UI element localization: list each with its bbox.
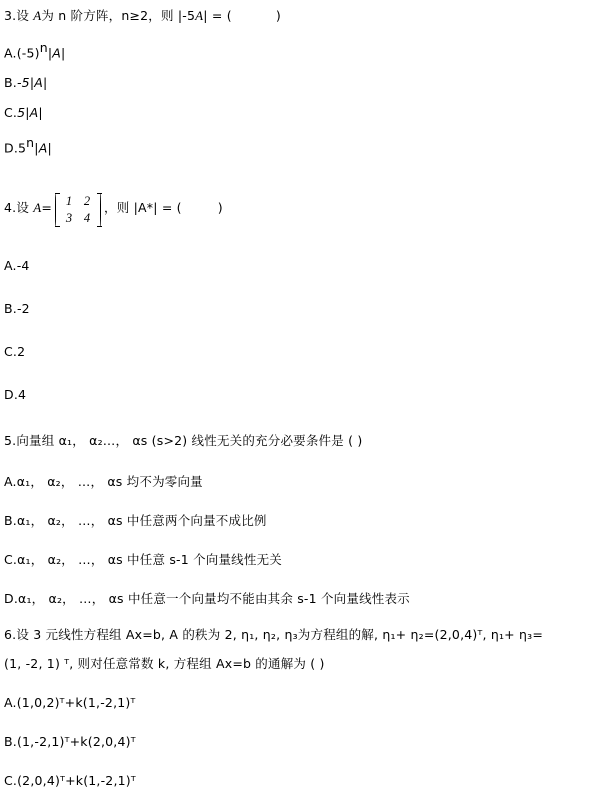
q3-opt-a-tail: |A| <box>47 45 66 61</box>
q3-opt-d-label: D. <box>4 140 18 156</box>
q5-opt-b-text: α₁， α₂， …， αs 中任意两个向量不成比例 <box>16 512 267 528</box>
question-4-option-d[interactable] <box>4 374 606 405</box>
q4-stem-post: ，则 |A*| = ( <box>104 199 182 215</box>
q5-stem-number: 5. <box>4 432 17 448</box>
q3-opt-a-label: A. <box>4 45 17 61</box>
question-6-option-b[interactable] <box>4 722 606 752</box>
question-4 <box>0 181 606 405</box>
question-6-stem-line-1 <box>4 619 606 647</box>
q5-opt-c-text: α₁， α₂， …， αs 中任意 s-1 个向量线性无关 <box>17 551 282 567</box>
question-6-option-c[interactable] <box>4 761 606 791</box>
q3-opt-b-text: -5|A| <box>16 75 48 91</box>
q4-stem-number: 4. <box>4 199 17 215</box>
q4-stem-pre: 设 <box>16 199 34 215</box>
q5-opt-a-label: A. <box>4 473 17 489</box>
question-5-option-c[interactable] <box>4 540 606 570</box>
q4-stem-close: ) <box>217 199 223 215</box>
question-5-stem <box>4 425 606 453</box>
q3-opt-c-text: 5|A| <box>17 105 43 121</box>
q4-opt-b-label: B. <box>4 300 17 316</box>
q4-opt-d-label: D. <box>4 386 18 402</box>
question-3-option-c[interactable] <box>4 93 606 123</box>
q3-opt-a-text: (-5) <box>16 45 40 61</box>
matrix-left-bracket <box>53 193 60 227</box>
q5-opt-d-text: α₁， α₂， …， αs 中任意一个向量均不能由其余 s-1 个向量线性表示 <box>18 590 410 606</box>
question-3 <box>0 0 606 159</box>
question-3-option-a[interactable] <box>4 28 606 63</box>
q6-opt-a-text: (1,0,2)ᵀ+k(1,-2,1)ᵀ <box>16 694 136 710</box>
q3-stem-var: A <box>33 8 42 23</box>
question-6 <box>0 619 606 791</box>
q4-opt-a-text: -4 <box>16 257 30 273</box>
question-5-option-b[interactable] <box>4 501 606 531</box>
q4-opt-c-label: C. <box>4 343 18 359</box>
q4-opt-b-text: -2 <box>16 300 30 316</box>
matrix-right-bracket <box>96 193 103 227</box>
q4-matrix <box>53 188 103 230</box>
question-5-option-d[interactable] <box>4 579 606 609</box>
question-5 <box>0 425 606 609</box>
q5-opt-c-label: C. <box>4 551 18 567</box>
q6-stem-number: 6. <box>4 626 17 642</box>
q3-stem-var2: A <box>195 8 204 23</box>
matrix-cell-2-1: 3 <box>65 210 73 225</box>
q6-stem-text-1: 设 3 元线性方程组 Ax=b, A 的秩为 2, η₁, η₂, η₃为方程组的解, η₁+ η₂=(2,0,4)ᵀ, η₁+ η₃= <box>16 626 544 642</box>
matrix-cells <box>60 193 96 227</box>
question-4-option-a[interactable] <box>4 245 606 276</box>
matrix-row-2 <box>60 210 96 227</box>
q4-stem-var: A <box>33 199 42 215</box>
q3-opt-d-sup: n <box>26 135 35 151</box>
q3-stem-post: | = ( <box>203 8 232 23</box>
q6-opt-c-text: (2,0,4)ᵀ+k(1,-2,1)ᵀ <box>17 772 136 788</box>
q4-opt-a-label: A. <box>4 257 17 273</box>
question-3-option-d[interactable] <box>4 123 606 158</box>
q3-stem-close: ) <box>275 8 281 23</box>
question-5-option-a[interactable] <box>4 462 606 492</box>
matrix-cell-1-1: 1 <box>65 193 73 208</box>
question-3-stem <box>4 0 606 28</box>
q5-opt-a-text: α₁， α₂， …， αs 均不为零向量 <box>16 473 203 489</box>
q3-opt-c-label: C. <box>4 105 18 121</box>
q4-opt-d-text: 4 <box>18 386 27 402</box>
q3-opt-d-text: 5 <box>18 140 27 156</box>
q3-stem-number: 3. <box>4 8 17 23</box>
question-4-option-c[interactable] <box>4 331 606 362</box>
q4-stem-eq: = <box>41 199 53 215</box>
q5-stem-text: 向量组 α₁， α₂…， αs (s>2) 线性无关的充分必要条件是 ( ) <box>16 432 363 448</box>
q3-opt-d-tail: |A| <box>34 140 52 156</box>
q3-stem-mid: 为 n 阶方阵，n≥2，则 |-5 <box>41 8 196 23</box>
question-4-option-b[interactable] <box>4 288 606 319</box>
q5-opt-b-label: B. <box>4 512 17 528</box>
question-3-option-b[interactable] <box>4 63 606 93</box>
q3-opt-a-sup: n <box>39 40 48 55</box>
q6-opt-b-text: (1,-2,1)ᵀ+k(2,0,4)ᵀ <box>16 733 136 749</box>
question-6-option-a[interactable] <box>4 683 606 713</box>
q6-stem-text-2: (1, -2, 1) ᵀ, 则对任意常数 k, 方程组 Ax=b 的通解为 ( ) <box>4 655 325 671</box>
q6-opt-c-label: C. <box>4 772 18 788</box>
q5-opt-d-label: D. <box>4 590 18 606</box>
q6-opt-b-label: B. <box>4 733 17 749</box>
q6-opt-a-label: A. <box>4 694 17 710</box>
q3-stem-pre: 设 <box>16 8 34 23</box>
question-4-stem <box>4 181 606 231</box>
matrix-cell-2-2: 4 <box>83 210 91 225</box>
matrix-row-1 <box>60 193 96 210</box>
q3-opt-b-label: B. <box>4 75 17 91</box>
matrix-cell-1-2: 2 <box>83 193 91 208</box>
q4-opt-c-text: 2 <box>17 343 26 359</box>
question-6-stem-line-2 <box>4 654 606 674</box>
